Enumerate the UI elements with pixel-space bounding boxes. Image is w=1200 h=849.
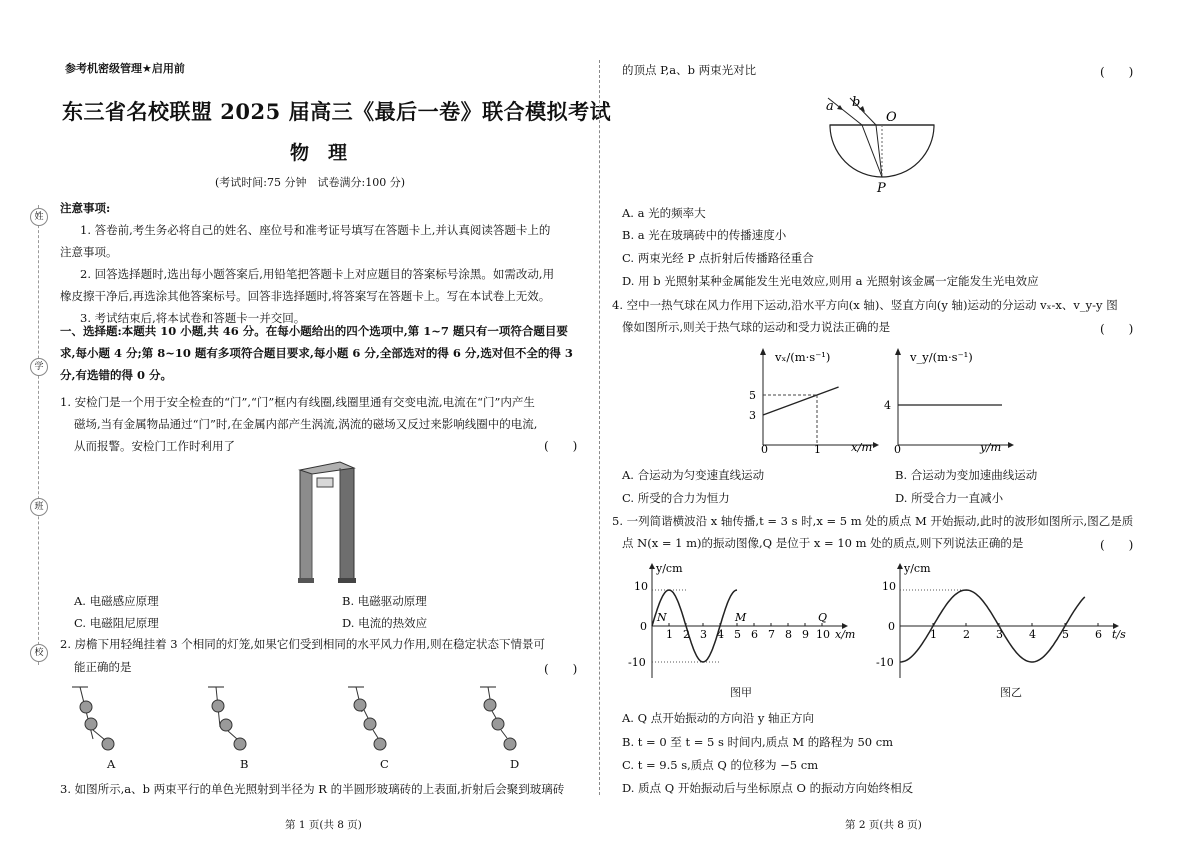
q2-text: 2. 房檐下用轻绳挂着 3 个相同的灯笼,如果它们受到相同的水平风力作用,则在稳定状态下情景可 <box>60 637 546 651</box>
tick-label: 10 <box>882 580 896 593</box>
answer-paren: ( ) <box>1100 322 1134 336</box>
q4-text: 像如图所示,则关于热气球的运动和受力说法正确的是 <box>622 320 891 334</box>
tick-label: 3 <box>749 409 756 422</box>
tick-label: 5 <box>1062 628 1069 641</box>
x-axis-label: x/m <box>835 628 856 641</box>
y-axis-label: y/cm <box>904 562 931 575</box>
x-axis-label: y/m <box>980 440 1002 454</box>
q3-text: 3. 如图所示,a、b 两束平行的单色光照射到半径为 R 的半圆形玻璃砖的上表面,折射后会聚到玻璃砖 <box>60 782 565 796</box>
q1-option-d: D. 电流的热效应 <box>342 616 428 630</box>
exam-title: 东三省名校联盟 2025 届高三《最后一卷》联合模拟考试 <box>62 99 612 124</box>
tick-label: 10 <box>634 580 648 593</box>
tick-label: 4 <box>884 399 891 412</box>
axis-arrow <box>897 563 903 569</box>
tick-label: 5 <box>734 628 741 641</box>
subject-title: 物 理 <box>290 142 348 164</box>
q4-option-b: B. 合运动为变加速曲线运动 <box>895 468 1038 482</box>
point-label-n: N <box>657 611 667 624</box>
q5-vibration-chart <box>868 560 1138 685</box>
axis-arrow <box>649 563 655 569</box>
y-axis-label: y/cm <box>656 562 683 575</box>
answer-paren: ( ) <box>1100 65 1134 79</box>
fig-label-a: a <box>826 99 834 114</box>
q5-text: 点 N(x = 1 m)的振动图像,Q 是位于 x = 10 m 处的质点,则下列说法正确的是 <box>622 536 1024 550</box>
tick-label: 1 <box>666 628 673 641</box>
tick-label: 2 <box>683 628 690 641</box>
q3-continued: 的顶点 P,a、b 两束光对比 <box>622 63 757 77</box>
margin-mark: 姓 <box>30 208 48 226</box>
margin-mark: 校 <box>30 644 48 662</box>
q4-option-a: A. 合运动为匀变速直线运动 <box>622 468 765 482</box>
tick-label: 8 <box>785 628 792 641</box>
page-footer: 第 2 页(共 8 页) <box>845 819 922 831</box>
section-heading: 一、选择题:本题共 10 小题,共 46 分。在每小题给出的四个选项中,第 1~7 题只有一项符合题目要 <box>60 324 568 338</box>
q5-caption-b: 图乙 <box>1000 686 1022 699</box>
q2-label-c: C <box>380 757 389 771</box>
q4-vx-chart <box>745 345 885 460</box>
tick-label: 7 <box>768 628 775 641</box>
fig-label-p: P <box>877 181 886 196</box>
tick-label: 9 <box>802 628 809 641</box>
q2-text: 能正确的是 <box>74 660 132 674</box>
answer-paren: ( ) <box>544 662 578 676</box>
tick-label: 0 <box>894 443 901 456</box>
answer-paren: ( ) <box>544 439 578 453</box>
q2-label-a: A <box>107 757 116 771</box>
q5-option-d: D. 质点 Q 开始振动后与坐标原点 O 的振动方向始终相反 <box>622 781 914 795</box>
point-label-m: M <box>735 611 747 624</box>
note-line: 注意事项。 <box>60 245 118 259</box>
margin-mark: 班 <box>30 498 48 516</box>
q5-option-b: B. t = 0 至 t = 5 s 时间内,质点 M 的路程为 50 cm <box>622 735 894 749</box>
tick-label: 1 <box>814 443 821 456</box>
q5-caption-a: 图甲 <box>730 686 752 699</box>
y-axis-label: v_y/(m·s⁻¹) <box>910 350 973 364</box>
binding-line <box>38 205 40 665</box>
lantern-figures <box>60 682 540 777</box>
q4-option-d: D. 所受合力一直减小 <box>895 491 1004 505</box>
tick-label: 10 <box>816 628 830 641</box>
q1-option-a: A. 电磁感应原理 <box>74 594 159 608</box>
tick-label: 0 <box>761 443 768 456</box>
q3-option-a: A. a 光的频率大 <box>622 206 706 220</box>
q1-option-c: C. 电磁阻尼原理 <box>74 616 159 630</box>
q4-vy-chart <box>880 345 1020 460</box>
tick-label: 6 <box>751 628 758 641</box>
q2-label-d: D <box>510 757 520 771</box>
tick-label: 0 <box>888 620 895 633</box>
security-gate-figure <box>295 460 365 585</box>
tick-label: 4 <box>717 628 724 641</box>
notes-title: 注意事项: <box>60 201 111 215</box>
tick-label: -10 <box>876 656 894 669</box>
q1-option-b: B. 电磁驱动原理 <box>342 594 427 608</box>
q5-wave-chart <box>620 560 865 685</box>
tick-label: 3 <box>700 628 707 641</box>
q4-text: 4. 空中一热气球在风力作用下运动,沿水平方向(x 轴)、竖直方向(y 轴)运动的分运动 vₓ-x、v_y-y 图 <box>612 298 1118 312</box>
q5-option-a: A. Q 点开始振动的方向沿 y 轴正方向 <box>622 711 815 725</box>
q1-text: 磁场,当有金属物品通过“门”时,在金属内部产生涡流,涡流的磁场又反过来影响线圈中的电流, <box>74 417 538 431</box>
fig-label-b: b <box>852 95 861 110</box>
q3-option-b: B. a 光在玻璃砖中的传播速度小 <box>622 228 787 242</box>
tick-label: 5 <box>749 389 756 402</box>
page-divider <box>599 60 600 795</box>
tick-label: 6 <box>1095 628 1102 641</box>
note-line: 橡皮擦干净后,再选涂其他答案标号。回答非选择题时,将答案写在答题卡上。写在本试卷上无效。 <box>60 289 551 303</box>
point-label-q: Q <box>818 611 828 624</box>
fig-label-o: O <box>886 110 897 125</box>
note-line: 3. 考试结束后,将本试卷和答题卡一并交回。 <box>80 311 306 325</box>
tick-label: -10 <box>628 656 646 669</box>
note-line: 1. 答卷前,考生务必将自己的姓名、座位号和准考证号填写在答题卡上,并认真阅读答题卡上的 <box>80 223 551 237</box>
tick-label: 3 <box>996 628 1003 641</box>
x-axis-label: t/s <box>1112 628 1126 641</box>
confidential-label: 参考机密级管理★启用前 <box>65 62 185 75</box>
section-heading: 求,每小题 4 分;第 8~10 题有多项符合题目要求,每小题 6 分,全部选对的得 6 分,选对但不全的得 3 <box>60 346 573 360</box>
vx-series-line <box>763 387 839 415</box>
tick-label: 0 <box>640 620 647 633</box>
q3-option-c: C. 两束光经 P 点折射后传播路径重合 <box>622 251 814 265</box>
tick-label: 1 <box>930 628 937 641</box>
q5-text: 5. 一列简谐横波沿 x 轴传播,t = 3 s 时,x = 5 m 处的质点 M 开始振动,此时的波形如图所示,图乙是质 <box>612 514 1134 528</box>
q1-text: 1. 安检门是一个用于安全检查的“门”,“门”框内有线圈,线圈里通有交变电流,电流在“门”内产生 <box>60 395 535 409</box>
tick-label: 2 <box>963 628 970 641</box>
margin-mark: 学 <box>30 358 48 376</box>
q3-option-d: D. 用 b 光照射某种金属能发生光电效应,则用 a 光照射该金属一定能发生光电效应 <box>622 274 1039 288</box>
x-axis-label: x/m <box>851 440 873 454</box>
answer-paren: ( ) <box>1100 538 1134 552</box>
y-axis-label: vₓ/(m·s⁻¹) <box>775 350 831 364</box>
page-footer: 第 1 页(共 8 页) <box>285 819 362 831</box>
exam-info: (考试时间:75 分钟 试卷满分:100 分) <box>215 176 405 189</box>
q2-label-b: B <box>240 757 249 771</box>
q4-option-c: C. 所受的合力为恒力 <box>622 491 730 505</box>
glass-figure <box>810 90 950 200</box>
section-heading: 分,有选错的得 0 分。 <box>60 368 173 382</box>
q5-option-c: C. t = 9.5 s,质点 Q 的位移为 −5 cm <box>622 758 819 772</box>
tick-label: 4 <box>1029 628 1036 641</box>
q1-text: 从而报警。安检门工作时利用了 <box>74 439 235 453</box>
note-line: 2. 回答选择题时,选出每小题答案后,用铅笔把答题卡上对应题目的答案标号涂黑。如需改动,用 <box>80 267 555 281</box>
